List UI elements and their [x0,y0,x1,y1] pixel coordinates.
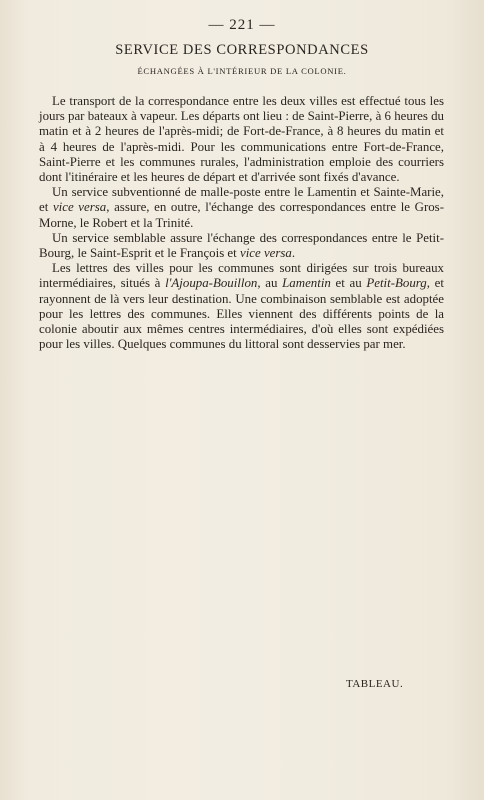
italic-lamentin: Lamentin [282,276,331,291]
italic-vice-versa: vice versa [52,200,107,215]
paragraph-4-text-a: Les lettres des villes pour les communes sont dirigées sur trois bureaux intermédiaires, situés à [39,261,444,291]
paragraph-2-text-b: , assure, en outre, l'échange des correspondances entre le Gros-Morne, le Robert et la Trinité. [39,200,444,230]
paragraph-4-text-d: , et rayonnent de là vers leur destination. Une combinaison semblable est adoptée pour les lettres des communes. Elles viennent des différents points de la colonie aboutir aux mêmes centres intermédiaires, d'où elles sont expédiées pour les villes. Quelques communes du littoral sont desservies par mer. [39,276,444,352]
body-text [39,94,444,352]
paragraph-2 [39,185,444,231]
paragraph-4-text-b: , au [257,276,278,291]
italic-ajoupa-bouillon: l'Ajoupa-Bouillon [165,276,258,291]
italic-vice-versa: vice versa [239,246,292,261]
paragraph-1 [39,94,444,185]
page-title: SERVICE DES CORRESPONDANCES [115,42,369,58]
page-number: — 221 — [208,17,276,33]
paragraph-3 [39,231,444,261]
page-subtitle: ÉCHANGÉES À L'INTÉRIEUR DE LA COLONIE. [137,66,347,76]
catchword: TABLEAU. [346,678,404,690]
paragraph-3-text-a: Un service semblable assure l'échange des correspondances entre le Petit-Bourg, le Saint-Esprit et le François et [39,230,444,261]
paragraph-2-text-a: Un service subventionné de malle-poste entre le Lamentin et Sainte-Marie, et [39,185,444,215]
paragraph-4-text-c: et au [335,276,362,291]
paragraph-3-text-b: . [291,246,296,261]
paragraph-1-text: Le transport de la correspondance entre les deux villes est effectué tous les jours par bateaux à vapeur. Les départs ont lieu : de Saint-Pierre, à 6 heures du matin et à 2 heures de l'après-midi; de Fort-de-France, à 8 heures du matin et à 4 heures de l'après-midi. Pour les communications entre Fort-de-France, Saint-Pierre et les communes rurales, l'administration emploie des courriers dont l'itinéraire et les heures de départ et d'arrivée sont fixés d'avance. [39,94,444,185]
paragraph-4 [39,261,444,352]
italic-petit-bourg: Petit-Bourg [366,276,427,291]
